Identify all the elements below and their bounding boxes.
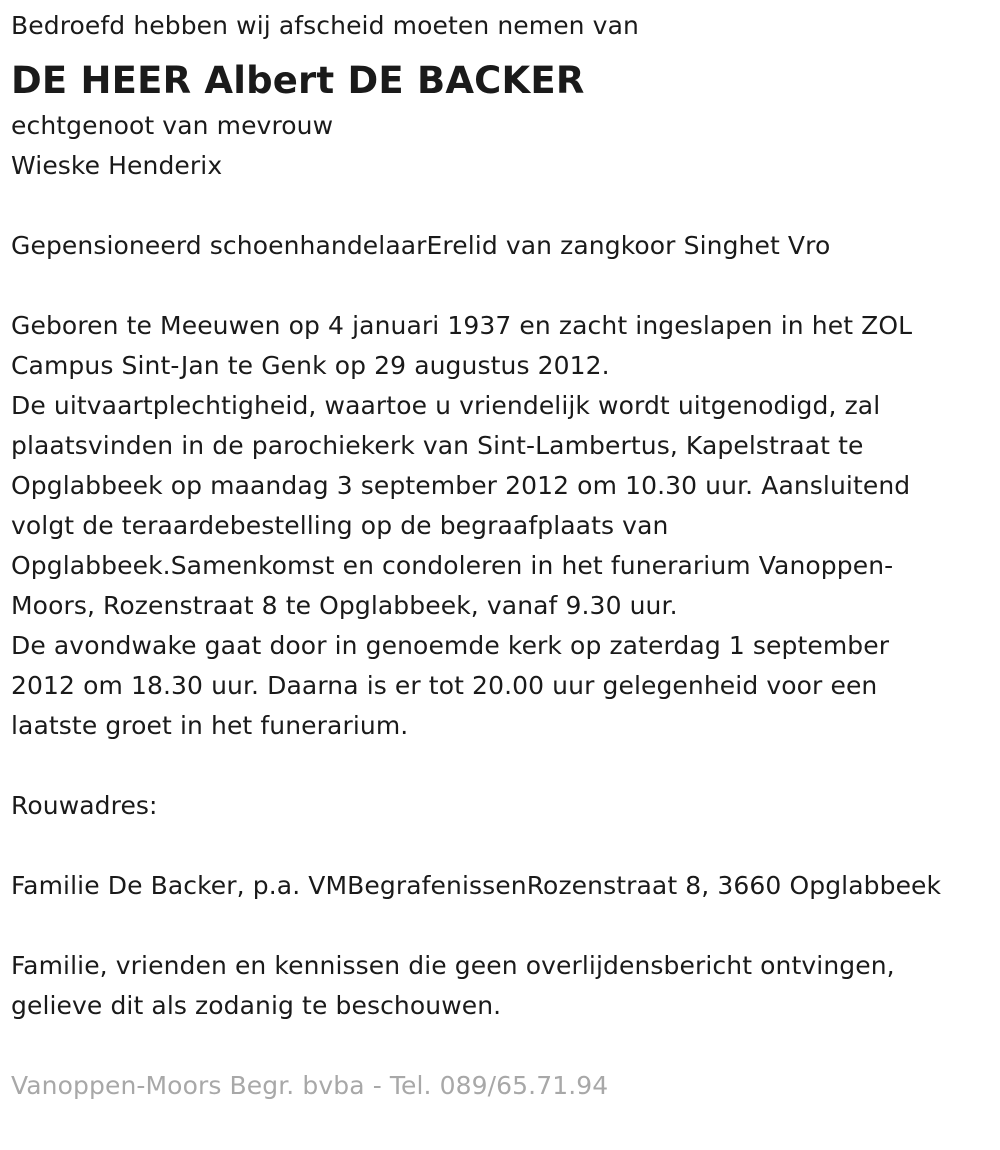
intro-text: Bedroefd hebben wij afscheid moeten nemen van	[11, 11, 639, 40]
rouwadres-address: Familie De Backer, p.a. VMBegrafenissenRozenstraat 8, 3660 Opglabbeek	[11, 871, 942, 900]
closing-line: Familie, vrienden en kennissen die geen overlijdensbericht ontvingen,	[11, 951, 895, 980]
rouwadres-label: Rouwadres:	[11, 791, 158, 820]
spacer	[11, 186, 991, 226]
spacer	[11, 746, 991, 786]
spacer	[11, 266, 991, 306]
deceased-name: DE HEER Albert DE BACKER	[11, 59, 585, 102]
occupation-text: Gepensioneerd schoenhandelaarErelid van zangkoor Singhet Vro	[11, 231, 831, 260]
body-line: Moors, Rozenstraat 8 te Opglabbeek, vanaf 9.30 uur.	[11, 591, 678, 620]
body-line: De uitvaartplechtigheid, waartoe u vriendelijk wordt uitgenodigd, zal	[11, 391, 881, 420]
spacer	[11, 826, 991, 866]
body-line: Campus Sint-Jan te Genk op 29 augustus 2012.	[11, 351, 610, 380]
funeral-details	[11, 306, 991, 746]
spouse-line-1: echtgenoot van mevrouw	[11, 111, 334, 140]
funeral-home-footer: Vanoppen-Moors Begr. bvba - Tel. 089/65.71.94	[11, 1071, 609, 1100]
closing-line: gelieve dit als zodanig te beschouwen.	[11, 991, 502, 1020]
body-line: volgt de teraardebestelling op de begraafplaats van	[11, 511, 669, 540]
body-line: laatste groet in het funerarium.	[11, 711, 409, 740]
obituary-notice	[11, 6, 991, 1106]
spacer	[11, 906, 991, 946]
body-line: plaatsvinden in de parochiekerk van Sint-Lambertus, Kapelstraat te	[11, 431, 864, 460]
spacer	[11, 1026, 991, 1066]
body-line: Opglabbeek.Samenkomst en condoleren in het funerarium Vanoppen-	[11, 551, 894, 580]
body-line: Geboren te Meeuwen op 4 januari 1937 en zacht ingeslapen in het ZOL	[11, 311, 913, 340]
spouse-line-2: Wieske Henderix	[11, 151, 223, 180]
body-line: Opglabbeek op maandag 3 september 2012 om 10.30 uur. Aansluitend	[11, 471, 911, 500]
body-line: De avondwake gaat door in genoemde kerk op zaterdag 1 september	[11, 631, 890, 660]
body-line: 2012 om 18.30 uur. Daarna is er tot 20.00 uur gelegenheid voor een	[11, 671, 878, 700]
